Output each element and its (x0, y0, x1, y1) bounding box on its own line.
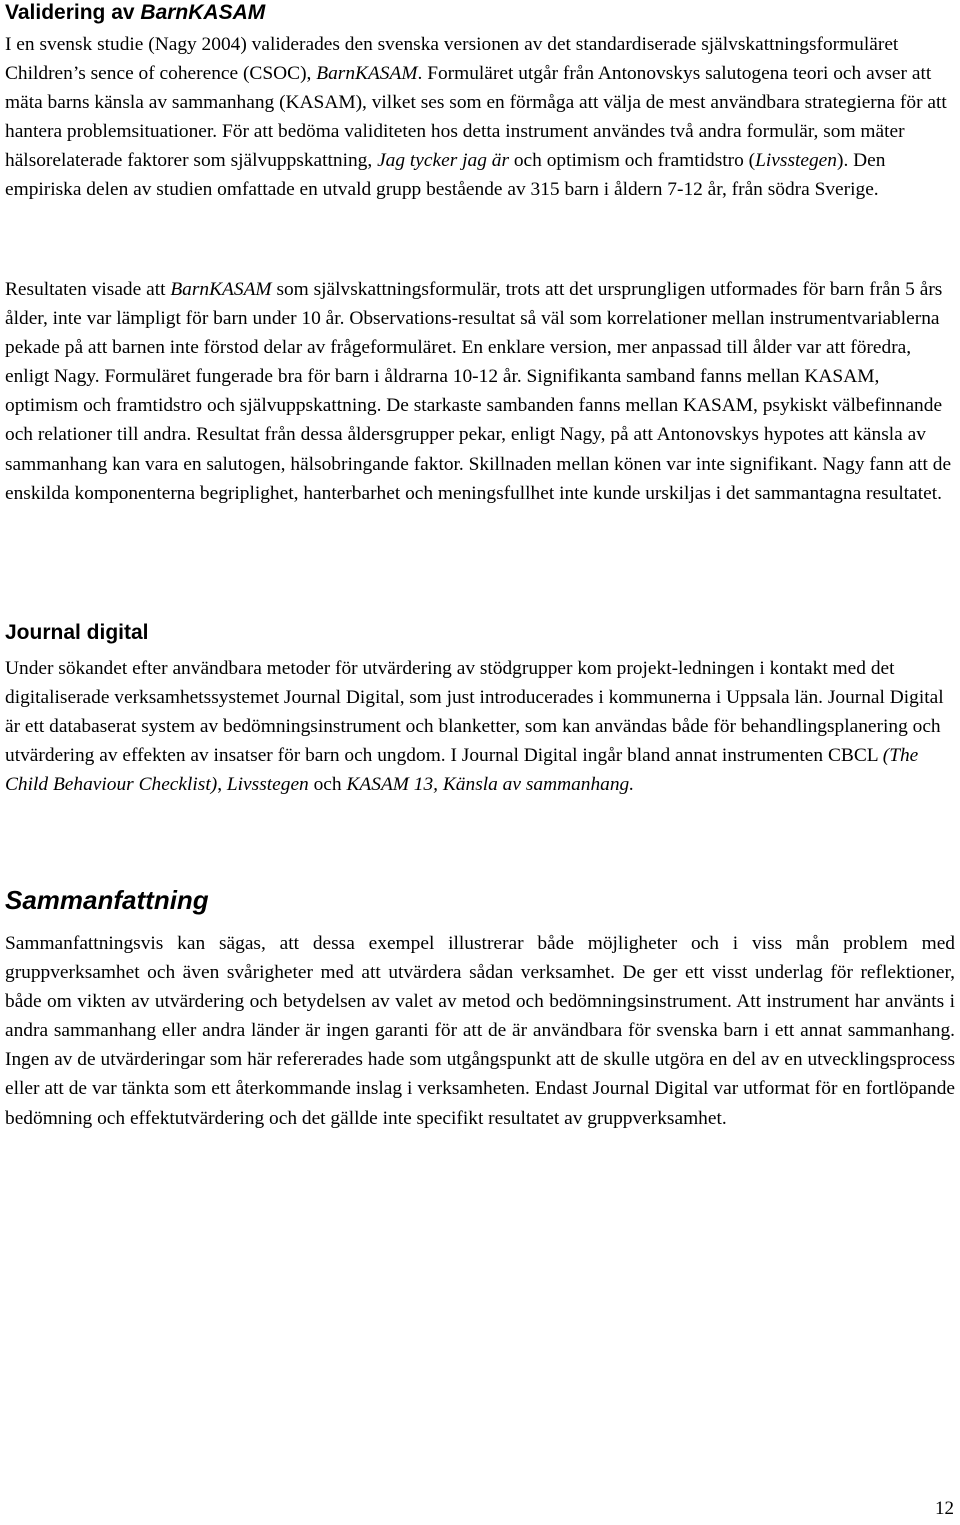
paragraph-validering-2: Resultaten visade att BarnKASAM som självskattningsformulär, trots att det ursprungligen utformades för barn från 5 års ålder, inte var lämpligt för barn under 10 år. Observations-resultat så väl som korrelationer mellan instrumentvariablerna pekade på att barnen inte förstod delar av frågeformuläret. En enklare version, mer anpassad till ålder var att föredra, enligt Nagy. Formuläret fungerade bra för barn i åldrarna 10-12 år. Signifikanta samband fanns mellan KASAM, optimism och framtidstro och självuppskattning. De starkaste sambanden fanns mellan KASAM, psykiskt välbefinnande och relationer till andra. Resultat från dessa åldersgrupper pekar, enligt Nagy, på att Antonovskys hypotes att känsla av sammanhang kan vara en salutogen, hälsobringande faktor. Skillnaden mellan könen var inte signifikant. Nagy fann att de enskilda komponenterna begriplighet, hanterbarhet och meningsfullhet inte kunde urskiljas i det sammantagna resultatet. (5, 279, 952, 504)
paragraph-journal-digital: Under sökandet efter användbara metoder för utvärdering av stödgrupper kom projekt-ledningen i kontakt med det digitaliserade verksamhetssystemet Journal Digital, som just introducerades i kommunerna i Uppsala län. Journal Digital är ett databaserat system av bedömningsinstrument och blanketter, som kan användas både för behandlingsplanering och utvärdering av effekten av insatser för barn och ungdom. I Journal Digital ingår bland annat instrumenten CBCL (The Child Behaviour Checklist), Livsstegen och KASAM 13, Känsla av sammanhang. (5, 658, 944, 796)
page-number: 12 (935, 1498, 954, 1519)
section-heading-validering: Validering av BarnKASAM (5, 1, 266, 24)
paragraph-validering-1: I en svensk studie (Nagy 2004) validerades den svenska versionen av det standardiserade självskattningsformuläret Children’s sence of coherence (CSOC), BarnKASAM. Formuläret utgår från Antonovskys salutogena teori och avser att mäta barns känsla av sammanhang (KASAM), vilket ses som en förmåga att välja de mest användbara strategierna för att hantera problemsituationer. För att bedöma validiteten hos detta instrument användes två andra formulär, som mäter hälsorelaterade faktorer som självuppskattning, Jag tycker jag är och optimism och framtidstro (Livsstegen). Den empiriska delen av studien omfattade en utvald grupp bestående av 315 barn i åldern 7-12 år, från södra Sverige. (5, 34, 947, 201)
section-heading-journal-digital: Journal digital (5, 621, 149, 644)
paragraph-sammanfattning: Sammanfattningsvis kan sägas, att dessa exempel illustrerar både möjligheter och i viss mån problem med gruppverksamhet och även svårigheter med att utvärdera sådan verksamhet. De ger ett visst underlag för reflektioner, både om vikten av utvärdering och betydelsen av valet av metod och bedömningsinstrument. Att instrument har använts i andra sammanhang eller andra länder är ingen garanti för att de är användbara för svenska barn i ett annat sammanhang. Ingen av de utvärderingar som här refererades hade som utgångspunkt att de skulle utgöra en del av en utvecklingsprocess eller att de var tänkta som ett återkommande inslag i verksamheten. Endast Journal Digital var utformat för en fortlöpande bedömning och effektutvärdering och det gällde inte specifikt resultatet av gruppverksamhet. (5, 933, 955, 1129)
section-heading-sammanfattning: Sammanfattning (5, 885, 209, 915)
